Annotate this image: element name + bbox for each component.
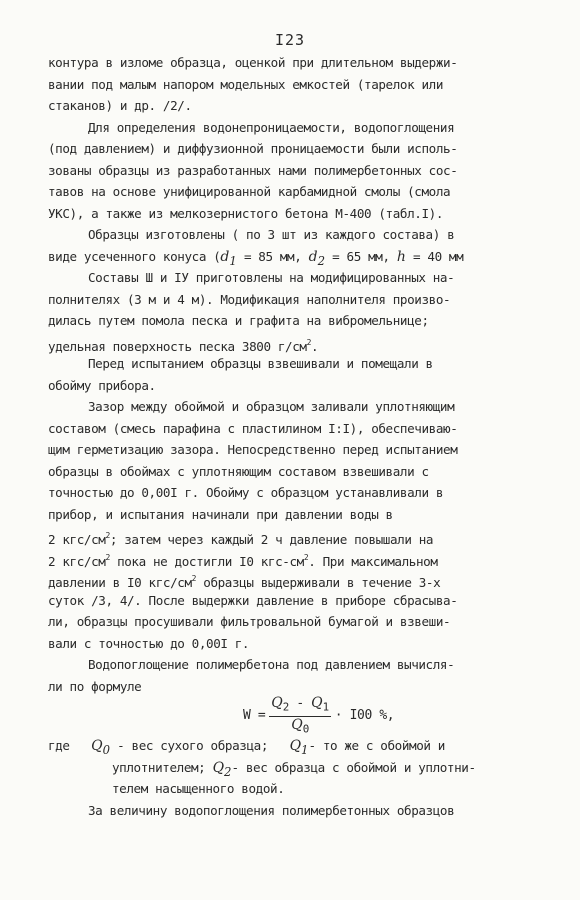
text-line: Для определения водонепроницаемости, водопоглощения [88, 119, 455, 135]
text-line: прибор, и испытания начинали при давлении воды в [48, 506, 393, 522]
text-line: телем насыщенного водой. [112, 781, 285, 796]
text-line-dimensions [48, 246, 540, 268]
text-line: давлении в I0 кгс/$см^2$ образцы выдерживали в течение 3-х [48, 574, 441, 590]
paragraph-specimens [48, 224, 540, 267]
page-number: I23 [274, 31, 306, 49]
text-line: ли по формуле [48, 678, 142, 694]
text-line: составом (смесь парафина с пластилином I:I), обеспечиваю- [48, 420, 458, 436]
text-line: Образцы изготовлены ( по 3 шт из каждого состава) в [88, 227, 455, 242]
text-line: удельная поверхность песка 3800 $г/см^2$. [48, 337, 319, 354]
symbol-q0: $Q_0$ [91, 738, 110, 757]
paragraph-materials [48, 117, 540, 225]
body-text [48, 52, 540, 821]
text-line: 2 кгс/$см^2$; затем через каждый 2 ч давление повышали на [48, 531, 434, 547]
symbol-q1: $Q_1$ [289, 738, 309, 757]
text-line: Зазор между обоймой и образцом заливали уплотняющим [88, 399, 455, 414]
paragraph-procedure [48, 396, 540, 654]
formula-legend [48, 735, 540, 800]
text-line: вали с точностью до 0,00I г. [48, 635, 250, 651]
formula-block [48, 694, 540, 736]
paragraph-formula-intro [48, 654, 540, 697]
text-line: суток /3, 4/. После выдержки давление в приборе сбрасыва- [48, 592, 458, 608]
text-line: образцы в обоймах с уплотняющим составом взвешивали с [48, 463, 429, 479]
formula-denominator: $Q_0$ [291, 716, 309, 736]
text-line: где $Q_0$ - вес сухого образца; $Q_1-$ то же с обоймой и [48, 738, 445, 757]
text-span: виде усеченного конуса ( [48, 248, 221, 264]
text-line: 2 кгс/$см^2$ пока не достигли I0 кгс-$см^2$. При максимальном [48, 552, 438, 569]
paragraph-continuation [48, 52, 540, 117]
formula-rhs: · I00 %, [334, 708, 395, 724]
text-line: дилась путем помола песка и графита на вибромельнице; [48, 313, 429, 328]
text-line: вании под малым напором модельных емкостей (тарелок или [48, 76, 444, 92]
text-line: обойму прибора. [48, 377, 156, 393]
text-line: ли, образцы просушивали фильтровальной бумагой и взвеши- [48, 614, 451, 629]
text-line: щим герметизацию зазора. Непосредственно перед испытанием [48, 442, 458, 457]
symbol-d1: $d_1$ [220, 248, 237, 268]
text-line: Водопоглощение полимербетона под давлением вычисля- [88, 657, 455, 672]
text-line: Составы Ш и IУ приготовлены на модифицированных на- [88, 270, 455, 285]
paragraph-weighing [48, 353, 540, 396]
text-line: стаканов) и др. /2/. [48, 98, 192, 113]
text-line: тавов на основе унифицированной карбамидной смолы (смола [48, 184, 451, 199]
text-line: Перед испытанием образцы взвешивали и помещали в [88, 356, 433, 371]
formula-numerator: $Q_2 - Q_1$ [269, 696, 331, 717]
text-line: уплотнителем; $Q_2-$ вес образца с обоймой и уплотни- [112, 759, 476, 779]
formula-fraction [269, 696, 331, 736]
water-absorption-formula [243, 694, 395, 736]
text-span: = 65 мм, [324, 248, 397, 264]
text-line: контура в изломе образца, оценкой при длительном выдержи- [48, 55, 458, 70]
text-span: = 85 мм, [236, 248, 309, 264]
text-line: точностью до 0,00I г. Обойму с образцом устанавливали в [48, 485, 444, 500]
text-line: зованы образцы из разработанных нами полимербетонных сос- [48, 162, 458, 178]
symbol-q2: $Q_2$ [212, 759, 232, 779]
paragraph-modification [48, 267, 540, 353]
text-line: За величину водопоглощения полимербетонных образцов [88, 802, 455, 818]
text-line: (под давлением) и диффузионной проницаемости были исполь- [48, 141, 458, 156]
symbol-h: h [396, 248, 406, 265]
text-span: = 40 мм [405, 248, 464, 264]
text-line: УКС), а также из мелкозернистого бетона М-400 (табл.I). [48, 205, 444, 221]
formula-lhs: W = [243, 708, 266, 724]
text-line: полнителях (3 м и 4 м). Модификация наполнителя произво- [48, 291, 451, 307]
symbol-d2: $d_2$ [308, 248, 325, 268]
